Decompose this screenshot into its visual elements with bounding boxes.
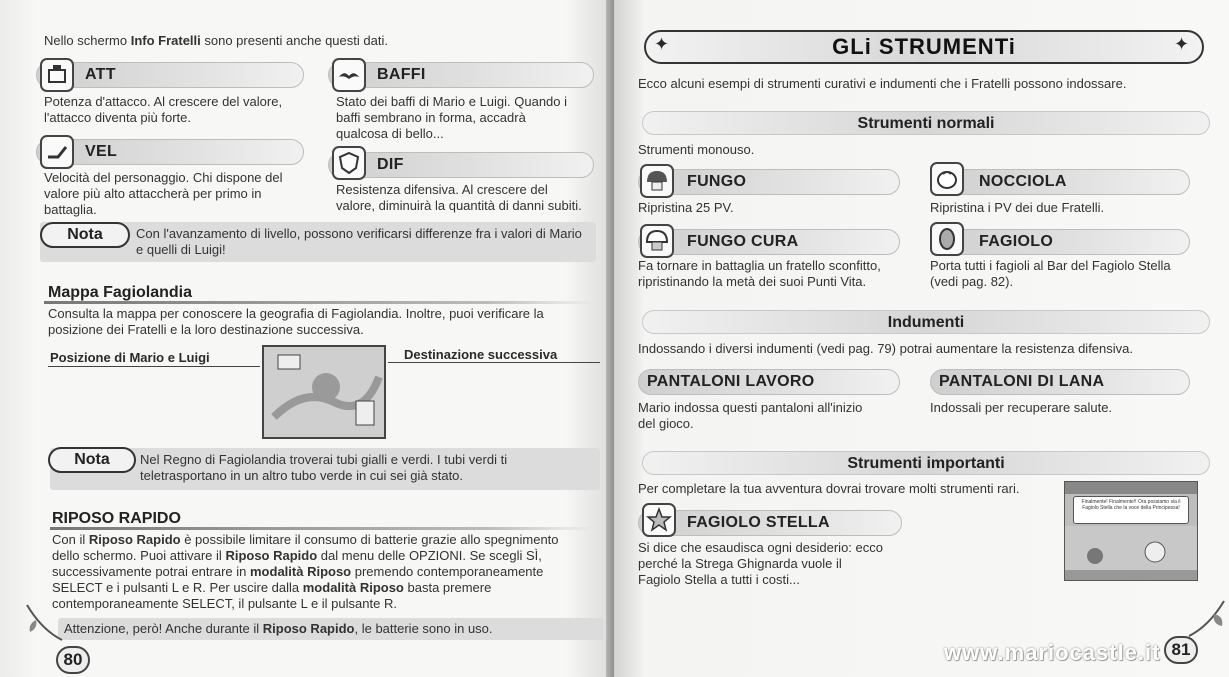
item-header-pantaloni-lana: PANTALONI DI LANA xyxy=(930,369,1190,395)
clothes-subtitle: Indossando i diversi indumenti (vedi pag. 79) potrai aumentare la resistenza difensiva. xyxy=(638,341,1133,356)
dif-icon xyxy=(332,146,366,180)
healing-mushroom-icon xyxy=(640,224,674,258)
stat-text-baffi: Stato dei baffi di Mario e Luigi. Quando i baffi sembrano in forma, accadrà qualcosa di bello... xyxy=(336,94,568,141)
game-screenshot xyxy=(1064,481,1198,581)
map-label-rule-right xyxy=(388,362,600,363)
sparkle-right-icon: ✦ xyxy=(1174,34,1190,54)
stat-text-att: Potenza d'attacco. Al crescere del valore, l'attacco diventa più forte. xyxy=(44,94,283,125)
screenshot-dialog: Finalmente! Finalmente!! Ora possiamo sia il Fagiolo Stella che la voce della Principessa! xyxy=(1073,496,1189,524)
riposo-heading-rule xyxy=(50,527,596,530)
riposo-heading: RIPOSO RAPIDO xyxy=(52,510,181,527)
page-number-right: 81 xyxy=(1164,636,1198,664)
note-tag-2: Nota xyxy=(48,447,136,473)
map-screenshot xyxy=(262,345,386,439)
right-intro: Ecco alcuni esempi di strumenti curativi e indumenti che i Fratelli possono indossare. xyxy=(638,76,1127,91)
item-header-fagiolo: FAGIOLO xyxy=(930,229,1190,255)
item-text-fungo: Ripristina 25 PV. xyxy=(638,200,734,215)
vine-left-icon xyxy=(22,600,82,650)
sparkle-left-icon: ✦ xyxy=(654,34,670,54)
screenshot-scene xyxy=(1065,526,1197,580)
item-header-fagiolo-stella: FAGIOLO STELLA xyxy=(638,510,902,536)
baffi-icon xyxy=(332,58,366,92)
page-title: GLi STRUMENTi xyxy=(832,34,1016,59)
map-label-position: Posizione di Mario e Luigi xyxy=(50,350,210,365)
item-text-pantaloni-lana: Indossali per recuperare salute. xyxy=(930,400,1113,415)
riposo-warning: Attenzione, però! Anche durante il Riposo Rapido, le batterie sono in uso. xyxy=(64,621,493,636)
important-subtitle: Per completare la tua avventura dovrai trovare molti strumenti rari. xyxy=(638,481,1020,496)
item-header-nocciola: NOCCIOLA xyxy=(930,169,1190,195)
nut-icon xyxy=(930,162,964,196)
item-text-pantaloni-lavoro: Mario indossa questi pantaloni all'inizio del gioco. xyxy=(638,400,863,431)
note-text-2: Nel Regno di Fagiolandia troverai tubi gialli e verdi. I tubi verdi ti teletrasportano in un altro tubo verde in cui sei già stato. xyxy=(140,452,508,483)
item-text-fagiolo-stella: Si dice che esaudisca ogni desiderio: ecco perché la Strega Ghignarda vuole il Fagiolo Stella a tutti i costi... xyxy=(638,540,883,587)
intro-text: Nello schermo Info Fratelli sono presenti anche questi dati. xyxy=(44,33,388,48)
page-number-left: 80 xyxy=(56,646,90,674)
normal-subtitle: Strumenti monouso. xyxy=(638,142,755,157)
section-normal-bar: Strumenti normali xyxy=(642,111,1210,135)
riposo-text: Con il Riposo Rapido è possibile limitare il consumo di batterie grazie allo spegnimento dello schermo. Puoi attivare il Riposo Rapido dal menu delle OPZIONI. Se scegli SÌ, successivamente potrai entrare in modalità Riposo premendo contemporaneamente SELECT e i pulsanti L e R. Per uscire dalla modalità Riposo basta premere contemporaneamente SELECT, il pulsante L e il pulsante R. xyxy=(52,532,559,611)
item-header-fungo: FUNGO xyxy=(638,169,900,195)
map-heading-rule xyxy=(44,301,596,304)
item-text-fungo-cura: Fa tornare in battaglia un fratello sconfitto, ripristinando la metà dei suoi Punti Vita. xyxy=(638,258,881,289)
section-important-bar: Strumenti importanti xyxy=(642,451,1210,475)
map-label-rule-left xyxy=(48,366,260,367)
map-text: Consulta la mappa per conoscere la geografia di Fagiolandia. Inoltre, puoi verificare la posizione dei Fratelli e la loro destinazione successiva. xyxy=(48,306,544,337)
item-text-fagiolo: Porta tutti i fagioli al Bar del Fagiolo Stella (vedi pag. 82). xyxy=(930,258,1171,289)
star-bean-icon xyxy=(642,503,676,537)
item-text-nocciola: Ripristina i PV dei due Fratelli. xyxy=(930,200,1105,215)
map-heading: Mappa Fagiolandia xyxy=(48,284,193,301)
right-page xyxy=(614,0,1229,677)
note-tag-1: Nota xyxy=(40,222,130,248)
section-clothes-bar: Indumenti xyxy=(642,310,1210,334)
bean-icon xyxy=(930,222,964,256)
att-icon xyxy=(40,58,74,92)
mushroom-icon xyxy=(640,164,674,198)
stat-header-vel: VEL xyxy=(36,139,304,165)
stat-header-baffi: BAFFI xyxy=(328,62,594,88)
map-label-next: Destinazione successiva xyxy=(404,347,558,362)
item-header-pantaloni-lavoro: PANTALONI LAVORO xyxy=(638,369,900,395)
watermark-text: www.mariocastle.it xyxy=(944,640,1161,665)
stat-text-dif: Resistenza difensiva. Al crescere del valore, diminuirà la quantità di danni subiti. xyxy=(336,182,582,213)
left-page xyxy=(0,0,614,677)
vel-icon xyxy=(40,135,74,169)
stat-text-vel: Velocità del personaggio. Chi dispone del valore più alto attaccherà per primo in battaglia. xyxy=(44,170,283,217)
item-header-fungo-cura: FUNGO CURA xyxy=(638,229,900,255)
note-text-1: Con l'avanzamento di livello, possono verificarsi differenze fra i valori di Mario e quelli di Luigi! xyxy=(136,226,582,257)
stat-header-att: ATT xyxy=(36,62,304,88)
screenshot-top-bar xyxy=(1065,482,1197,494)
stat-header-dif: DIF xyxy=(328,152,594,178)
